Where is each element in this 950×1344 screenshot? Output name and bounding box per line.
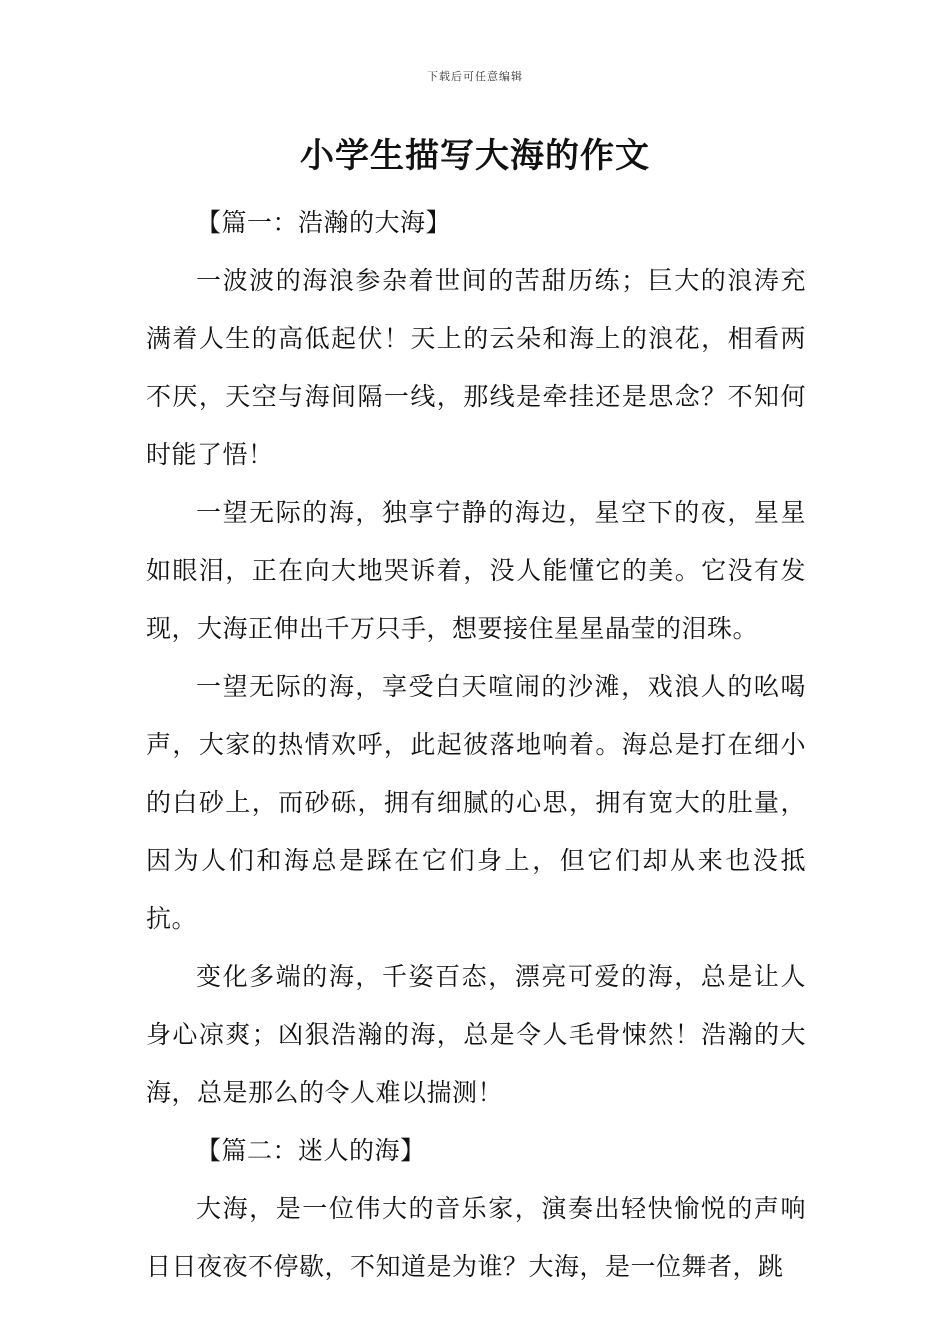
- section-heading: 【篇一：浩瀚的大海】: [196, 208, 452, 237]
- paragraph: 一波波的海浪参杂着世间的苦甜历练；巨大的浪涛充满着人生的高低起伏！天上的云朵和海上的浪花，相看两不厌，天空与海间隔一线，那线是牵挂还是思念？不知何时能了悟！: [146, 266, 806, 469]
- paragraph: 变化多端的海，千姿百态，漂亮可爱的海，总是让人身心凉爽；凶狠浩瀚的海，总是令人毛骨悚然！浩瀚的大海，总是那么的令人难以揣测！: [146, 962, 806, 1107]
- paragraph: 一望无际的海，享受白天喧闹的沙滩，戏浪人的吆喝声，大家的热情欢呼，此起彼落地响着。海总是打在细小的白砂上，而砂砾，拥有细腻的心思，拥有宽大的肚量，因为人们和海总是踩在它们身上，但它们却从来也没抵抗。: [146, 672, 806, 933]
- document-title: 小学生描写大海的作文: [300, 136, 650, 176]
- section-1: [146, 194, 806, 1122]
- section-heading: 【篇二：迷人的海】: [196, 1136, 426, 1165]
- header-note: 下载后可任意编辑: [427, 70, 523, 83]
- section-2: [146, 1122, 806, 1296]
- paragraph: 大海，是一位伟大的音乐家，演奏出轻快愉悦的声响日日夜夜不停歇，不知道是为谁？大海，是一位舞者，跳: [146, 1194, 806, 1281]
- paragraph: 一望无际的海，独享宁静的海边，星空下的夜，星星如眼泪，正在向大地哭诉着，没人能懂它的美。它没有发现，大海正伸出千万只手，想要接住星星晶莹的泪珠。: [146, 498, 806, 643]
- document-body: [146, 194, 806, 1296]
